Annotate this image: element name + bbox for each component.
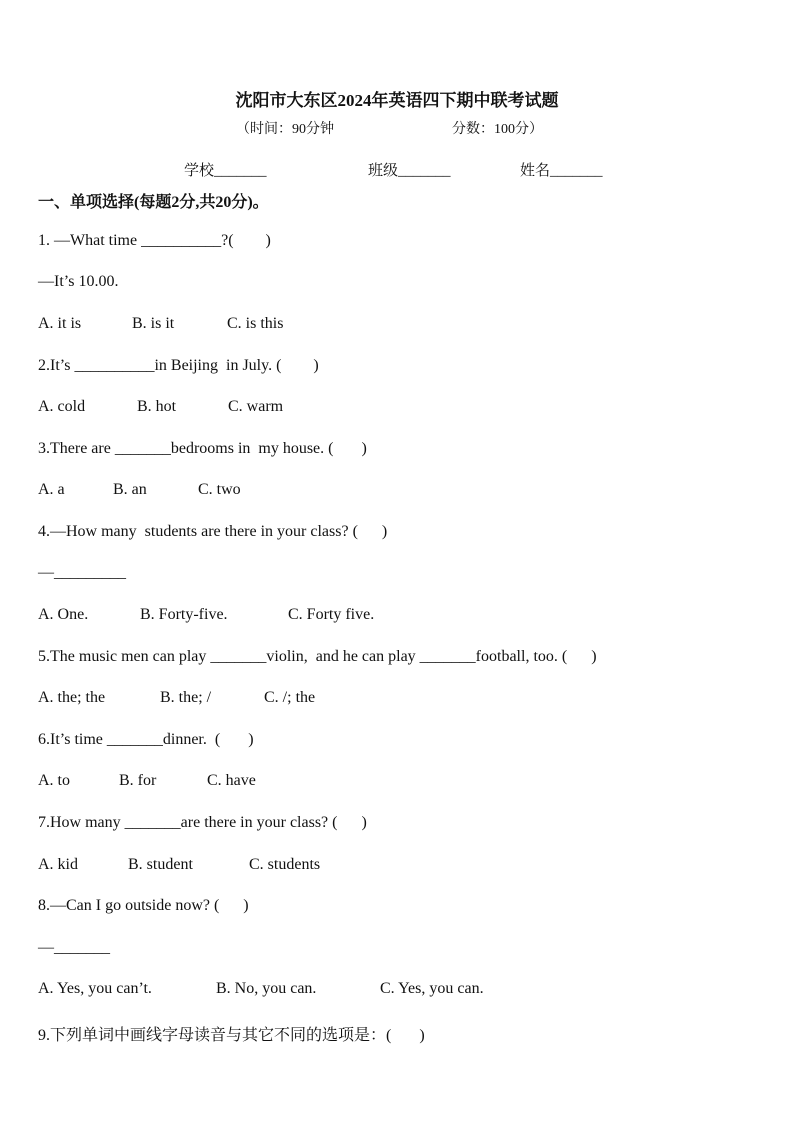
question-9 [38, 1022, 425, 1044]
option-a: A. kid [38, 856, 78, 873]
question-2 [38, 357, 319, 379]
question-text: 7.How many _______are there in your class? ( ) [38, 814, 367, 831]
option-c: C. Forty five. [288, 606, 375, 623]
option-b: B. student [128, 856, 193, 873]
question-text: 1. —What time __________?( ) [38, 232, 271, 249]
option-b: B. is it [132, 315, 175, 332]
option-c: C. two [198, 481, 241, 498]
option-a: A. to [38, 772, 70, 789]
question-text: 4.—How many students are there in your class? ( ) [38, 523, 388, 540]
option-a: A. Yes, you can’t. [38, 980, 152, 997]
question-text: 9.下列单词中画线字母读音与其它不同的选项是：( ) [38, 1027, 425, 1044]
option-b: B. hot [137, 398, 177, 415]
question-text: 3.There are _______bedrooms in my house. ( ) [38, 440, 367, 457]
option-a: A. cold [38, 398, 86, 415]
exam-title: 沈阳市大东区2024年英语四下期中联考试题 [235, 91, 559, 110]
question-8 [38, 897, 249, 919]
question-4 [38, 523, 387, 545]
exam-time: （时间：90分钟 [236, 122, 334, 137]
name-field: 姓名_______ [520, 163, 603, 179]
question-1 [38, 232, 271, 254]
answer-4 [38, 564, 126, 586]
question-text: 5.The music men can play _______violin, and he can play _______football, too. ( ) [38, 648, 597, 665]
option-b: B. No, you can. [216, 980, 317, 997]
question-text: 6.It’s time _______dinner. ( ) [38, 731, 254, 748]
option-c: C. students [249, 856, 321, 873]
answer-text: —_________ [38, 564, 126, 581]
class-field: 班级_______ [368, 163, 451, 179]
question-6 [38, 731, 254, 753]
option-a: A. One. [38, 606, 89, 623]
option-b: B. an [113, 481, 147, 498]
answer-text: —It’s 10.00. [38, 273, 119, 290]
question-7 [38, 814, 367, 836]
option-c: C. Yes, you can. [380, 980, 484, 997]
option-b: B. the; / [160, 689, 212, 706]
option-a: A. a [38, 481, 65, 498]
school-field: 学校_______ [184, 163, 267, 179]
question-text: 8.—Can I go outside now? ( ) [38, 897, 249, 914]
answer-text: —_______ [38, 939, 110, 956]
option-b: B. for [119, 772, 157, 789]
question-5 [38, 648, 597, 670]
option-c: C. have [207, 772, 256, 789]
answer-1 [38, 273, 118, 295]
option-c: C. warm [228, 398, 284, 415]
option-b: B. Forty-five. [140, 606, 228, 623]
question-text: 2.It’s __________in Beijing in July. ( ) [38, 357, 319, 374]
option-a: A. the; the [38, 689, 106, 706]
exam-score: 分数：100分） [452, 122, 543, 137]
option-c: C. /; the [264, 689, 316, 706]
answer-8 [38, 939, 110, 961]
option-c: C. is this [227, 315, 284, 332]
section-heading: 一、单项选择(每题2分,共20分)。 [38, 194, 269, 211]
option-a: A. it is [38, 315, 82, 332]
question-3 [38, 440, 367, 462]
